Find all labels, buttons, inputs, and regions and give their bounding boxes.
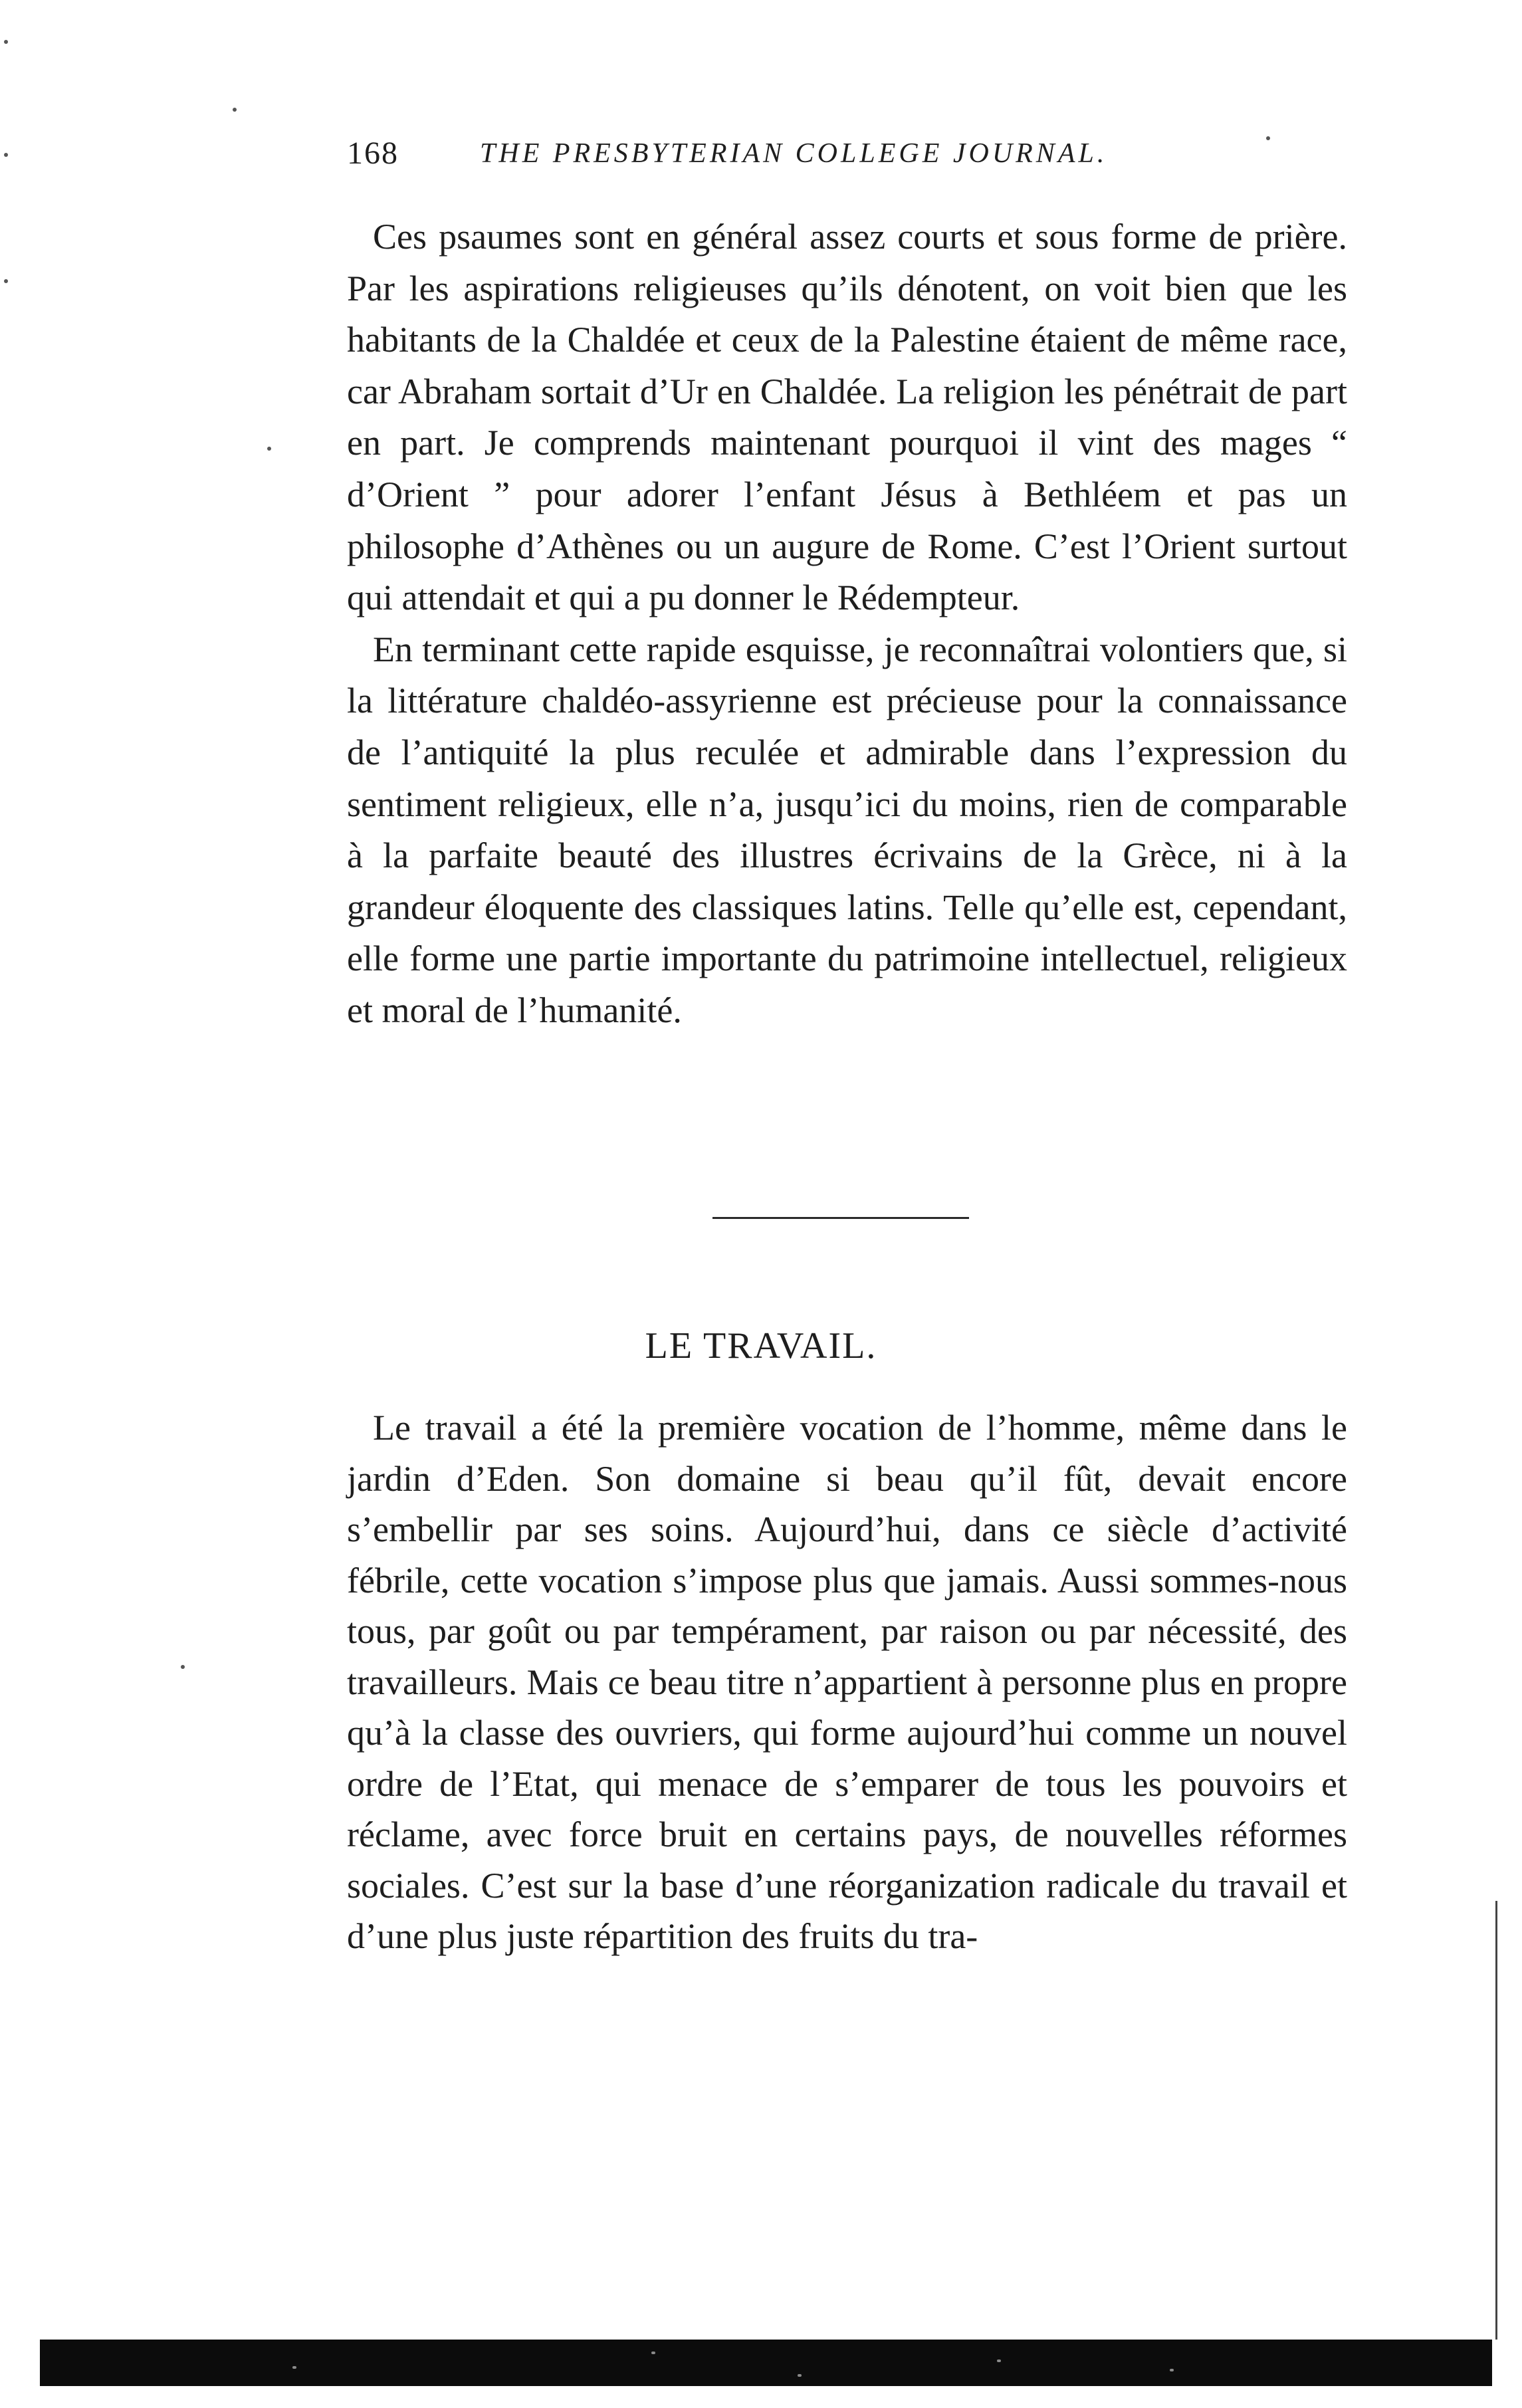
scan-edge-line bbox=[1495, 1901, 1497, 2340]
margin-speck bbox=[267, 447, 271, 451]
scan-speck bbox=[292, 2366, 296, 2369]
margin-speck bbox=[4, 40, 8, 44]
margin-speck bbox=[4, 279, 8, 283]
margin-speck bbox=[1266, 136, 1270, 140]
scan-speck bbox=[651, 2352, 655, 2354]
paragraph-psaumes: Ces psaumes sont en général assez courts et sous forme de prière. Par les aspirations religieuses qu’ils dénotent, on voit bien que les habitants de la Chaldée et ceux de la Palestine étaient de même race, car Abraham sortait d’Ur en Chaldée. La religion les pénétrait de part en part. Je comprends maintenant pourquoi il vint des mages “ d’Orient ” pour adorer l’enfant Jésus à Bethléem et pas un philosophe d’Athènes ou un augure de Rome. C’est l’Orient surtout qui attendait et qui a pu donner le Rédempteur. bbox=[347, 217, 1347, 618]
section-separator bbox=[712, 1217, 969, 1219]
margin-speck bbox=[233, 108, 237, 112]
section-title: LE TRAVAIL. bbox=[645, 1325, 877, 1367]
text-block-travail bbox=[347, 1402, 1347, 1962]
running-head bbox=[347, 130, 1357, 177]
scan-speck bbox=[1170, 2369, 1174, 2371]
page-number: 168 bbox=[347, 136, 399, 171]
text-block-top bbox=[347, 211, 1347, 1037]
journal-title: THE PRESBYTERIAN COLLEGE JOURNAL. bbox=[480, 138, 1108, 169]
scan-border-bottom bbox=[40, 2340, 1492, 2386]
scan-speck bbox=[997, 2359, 1001, 2362]
margin-speck bbox=[181, 1665, 185, 1669]
paragraph-conclusion: En terminant cette rapide esquisse, je reconnaîtrai volontiers que, si la littérature chaldéo-assyrienne est précieuse pour la connaissance de l’antiquité la plus reculée et admirable dans l’expression du sentiment religieux, elle n’a, jusqu’ici du moins, rien de comparable à la parfaite beauté des illustres écrivains de la Grèce, ni à la grandeur éloquente des classiques latins. Telle qu’elle est, cependant, elle forme une partie importante du patrimoine intellectuel, religieux et moral de l’humanité. bbox=[347, 629, 1347, 1030]
margin-speck bbox=[4, 153, 8, 157]
paragraph-travail: Le travail a été la première vocation de l’homme, même dans le jardin d’Eden. Son domaine si beau qu’il fût, devait encore s’embellir par ses soins. Aujourd’hui, dans ce siècle d’activité fébrile, cette vocation s’impose plus que jamais. Aussi sommes-nous tous, par goût ou par tempérament, par raison ou par nécessité, des travailleurs. Mais ce beau titre n’appartient à personne plus en propre qu’à la classe des ouvriers, qui forme aujourd’hui comme un nouvel ordre de l’Etat, qui menace de s’emparer de tous les pouvoirs et réclame, avec force bruit en certains pays, de nouvelles réformes sociales. C’est sur la base d’une réorganization radicale du travail et d’une plus juste répartition des fruits du tra- bbox=[347, 1408, 1347, 1956]
scan-speck bbox=[798, 2374, 802, 2377]
